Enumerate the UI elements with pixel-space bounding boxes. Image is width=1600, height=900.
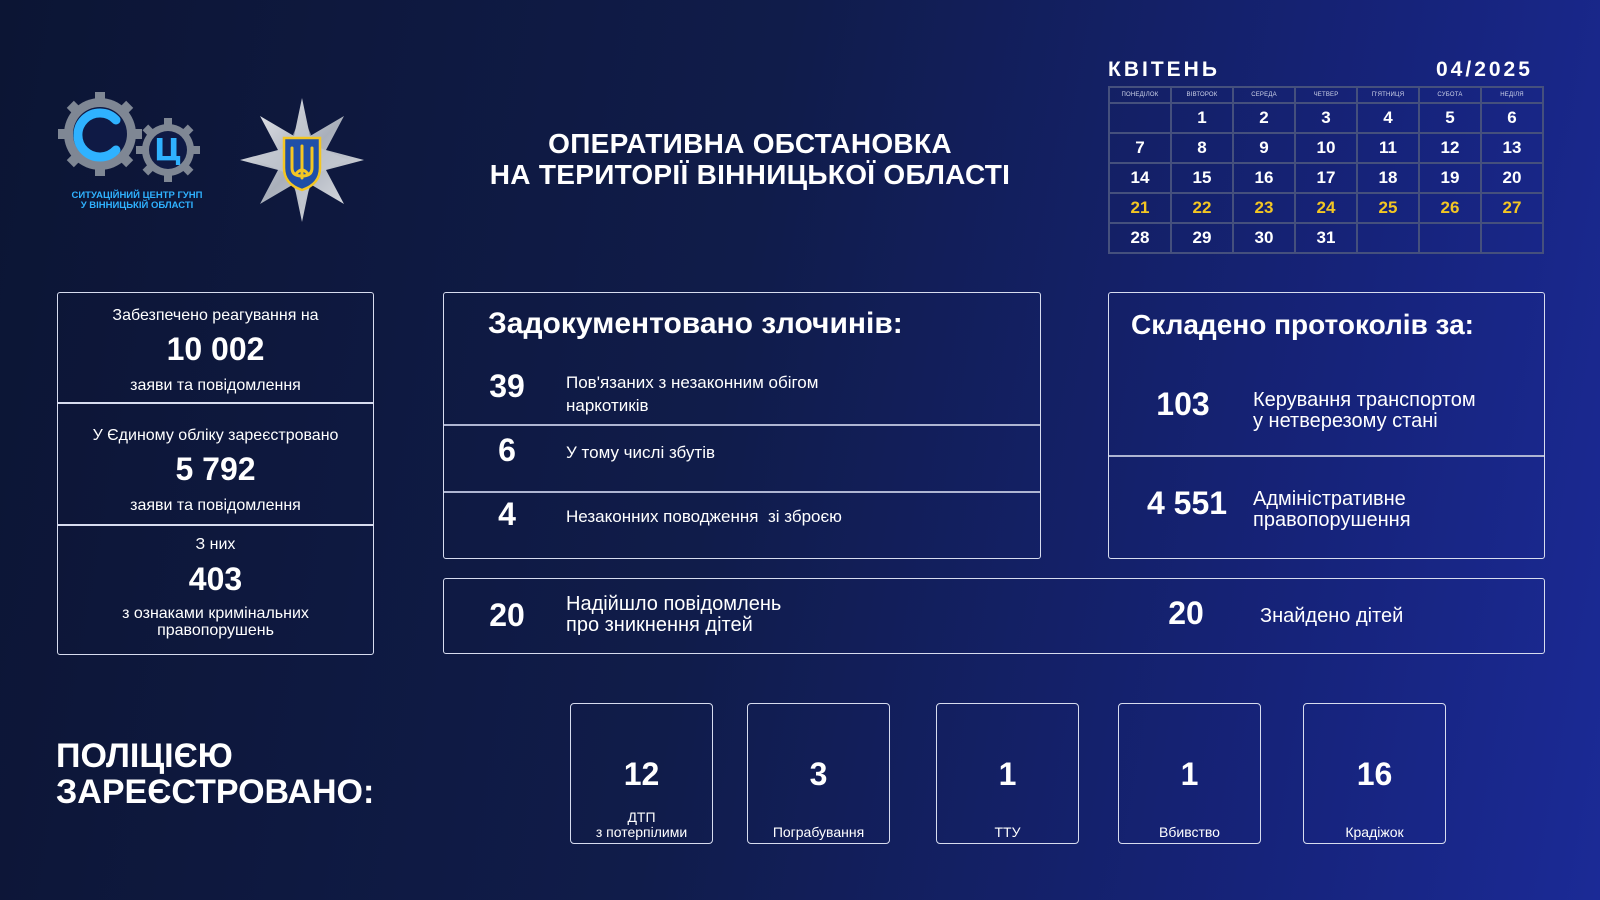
- tile-label: Пограбування: [772, 824, 865, 840]
- stat-tile-traffic-accidents: [570, 703, 713, 844]
- missing-children-value: 20: [489, 597, 525, 633]
- calendar-day: 2: [1233, 103, 1295, 133]
- calendar-day: 1: [1171, 103, 1233, 133]
- tile-label: Вбивство: [1159, 824, 1220, 840]
- protocols-title: Складено протоколів за:: [1131, 309, 1474, 340]
- missing-children-panel: [443, 578, 1545, 654]
- protocols-row-text-line1: Керування транспортом: [1253, 389, 1476, 411]
- calendar-day: 15: [1171, 163, 1233, 193]
- calendar-day: [1419, 223, 1481, 253]
- calendar-day: 25: [1357, 193, 1419, 223]
- stat-tile-robbery: [747, 703, 890, 844]
- calendar-day: 6: [1481, 103, 1543, 133]
- missing-children-text-line1: Надійшло повідомлень: [566, 593, 782, 615]
- stat-tile-serious-injury: [936, 703, 1079, 844]
- protocols-row-value: 4 551: [1146, 485, 1228, 521]
- crimes-row-text-line2: наркотиків: [566, 396, 649, 415]
- police-star-emblem-icon: [238, 96, 366, 224]
- calendar-weekday: СЕРЕДА: [1233, 87, 1295, 103]
- calendar-day: 14: [1109, 163, 1171, 193]
- calendar-day: 30: [1233, 223, 1295, 253]
- logo-letter-ts: Ц: [154, 133, 182, 168]
- calendar-weekday: НЕДІЛЯ: [1481, 87, 1543, 103]
- calendar-day: [1109, 103, 1171, 133]
- registered-label: У Єдиному обліку зареєстровано: [92, 427, 339, 444]
- calendar-day: 12: [1419, 133, 1481, 163]
- protocols-row-text: [1253, 489, 1411, 531]
- of-them-sub: [58, 605, 373, 639]
- calendar-day: [1357, 223, 1419, 253]
- protocols-row-value: 103: [1156, 386, 1210, 422]
- response-label: Забезпечено реагування на: [112, 307, 319, 324]
- calendar-day: 11: [1357, 133, 1419, 163]
- response-value: 10 002: [166, 331, 265, 367]
- crimes-row-text: [566, 371, 818, 417]
- tile-label: [571, 810, 712, 840]
- registered-title: [56, 738, 374, 810]
- calendar-day: 21: [1109, 193, 1171, 223]
- calendar-day: 24: [1295, 193, 1357, 223]
- divider: [58, 524, 373, 526]
- tile-label-line2: з потерпілими: [595, 824, 688, 840]
- logo-caption: [62, 191, 212, 211]
- of-them-sub-line2: правопорушень: [157, 622, 274, 639]
- stat-tile-thefts: [1303, 703, 1446, 844]
- registered-title-line1: ПОЛІЦІЄЮ: [56, 737, 233, 775]
- logo-caption-line2: У ВІННИЦЬКІЙ ОБЛАСТІ: [80, 200, 194, 211]
- logo-caption-line1: СИТУАЦІЙНИЙ ЦЕНТР ГУНП: [71, 190, 203, 201]
- calendar-weekday: ВІВТОРОК: [1171, 87, 1233, 103]
- crimes-row-value: 4: [498, 496, 516, 532]
- calendar-period: 04/2025: [1436, 58, 1533, 81]
- divider: [1109, 455, 1544, 457]
- of-them-value: 403: [188, 561, 243, 597]
- protocols-row-text-line2: у нетверезому стані: [1253, 410, 1438, 432]
- protocols-row-text-line2: правопорушення: [1253, 509, 1411, 531]
- protocols-row-text-line1: Адміністративне: [1253, 488, 1406, 510]
- missing-children-text: [566, 594, 781, 636]
- of-them-label: З них: [195, 536, 236, 553]
- calendar-weekday: П'ЯТНИЦЯ: [1357, 87, 1419, 103]
- crimes-row-text-line1: Пов'язаних з незаконним обігом: [566, 373, 819, 392]
- page-title: [440, 128, 1060, 190]
- calendar-day: [1481, 223, 1543, 253]
- calendar-day: 31: [1295, 223, 1357, 253]
- calendar-day: 26: [1419, 193, 1481, 223]
- calendar-grid: [1108, 86, 1544, 254]
- tile-label: Крадіжок: [1345, 824, 1404, 840]
- calendar-day: 3: [1295, 103, 1357, 133]
- calendar-day: 9: [1233, 133, 1295, 163]
- of-them-sub-line1: з ознаками кримінальних: [122, 605, 309, 622]
- tile-value: 16: [1356, 756, 1393, 792]
- tile-value: 3: [809, 756, 828, 792]
- calendar-day: 8: [1171, 133, 1233, 163]
- calendar-day: 5: [1419, 103, 1481, 133]
- found-children-value: 20: [1168, 595, 1204, 631]
- missing-children-text-line2: про зникнення дітей: [566, 614, 753, 636]
- calendar-day: 13: [1481, 133, 1543, 163]
- page-title-line1: ОПЕРАТИВНА ОБСТАНОВКА: [548, 128, 952, 159]
- crimes-row-value: 6: [498, 432, 516, 468]
- calendar-month: КВІТЕНЬ: [1108, 58, 1220, 81]
- protocols-panel: [1108, 292, 1545, 559]
- divider: [58, 402, 373, 404]
- calendar-day: 20: [1481, 163, 1543, 193]
- calendar-day: 4: [1357, 103, 1419, 133]
- calendar-day: 7: [1109, 133, 1171, 163]
- calendar-day: 22: [1171, 193, 1233, 223]
- calendar-weekday: ПОНЕДІЛОК: [1109, 87, 1171, 103]
- crimes-panel: [443, 292, 1041, 559]
- calendar-day: 28: [1109, 223, 1171, 253]
- calendar-day: 10: [1295, 133, 1357, 163]
- registered-title-line2: ЗАРЕЄСТРОВАНО:: [56, 773, 375, 811]
- calendar-day: 27: [1481, 193, 1543, 223]
- tile-value: 12: [623, 756, 660, 792]
- tile-label: ТТУ: [994, 824, 1021, 840]
- tile-label-line1: ДТП: [627, 809, 656, 825]
- page-title-line2: НА ТЕРИТОРІЇ ВІННИЦЬКОЇ ОБЛАСТІ: [489, 159, 1011, 190]
- tile-value: 1: [1180, 756, 1199, 792]
- registered-value: 5 792: [175, 451, 256, 487]
- protocols-row-text: [1253, 390, 1476, 432]
- calendar-weekday: СУБОТА: [1419, 87, 1481, 103]
- divider: [444, 491, 1040, 493]
- calendar-day: 17: [1295, 163, 1357, 193]
- requests-panel: [57, 292, 374, 655]
- divider: [444, 424, 1040, 426]
- calendar-day: 29: [1171, 223, 1233, 253]
- found-children-text: Знайдено дітей: [1260, 605, 1404, 627]
- tile-value: 1: [998, 756, 1017, 792]
- response-sub: заяви та повідомлення: [130, 377, 301, 394]
- crimes-title: Задокументовано злочинів:: [488, 307, 903, 340]
- calendar-day: 23: [1233, 193, 1295, 223]
- crimes-row-text: Незаконних поводження зі зброєю: [566, 507, 842, 526]
- crimes-row-value: 39: [489, 368, 525, 404]
- calendar-day: 19: [1419, 163, 1481, 193]
- stat-tile-murder: [1118, 703, 1261, 844]
- calendar-weekday: ЧЕТВЕР: [1295, 87, 1357, 103]
- calendar-day: 16: [1233, 163, 1295, 193]
- calendar-day: 18: [1357, 163, 1419, 193]
- crimes-row-text: У тому числі збутів: [566, 443, 716, 462]
- registered-sub: заяви та повідомлення: [130, 497, 301, 514]
